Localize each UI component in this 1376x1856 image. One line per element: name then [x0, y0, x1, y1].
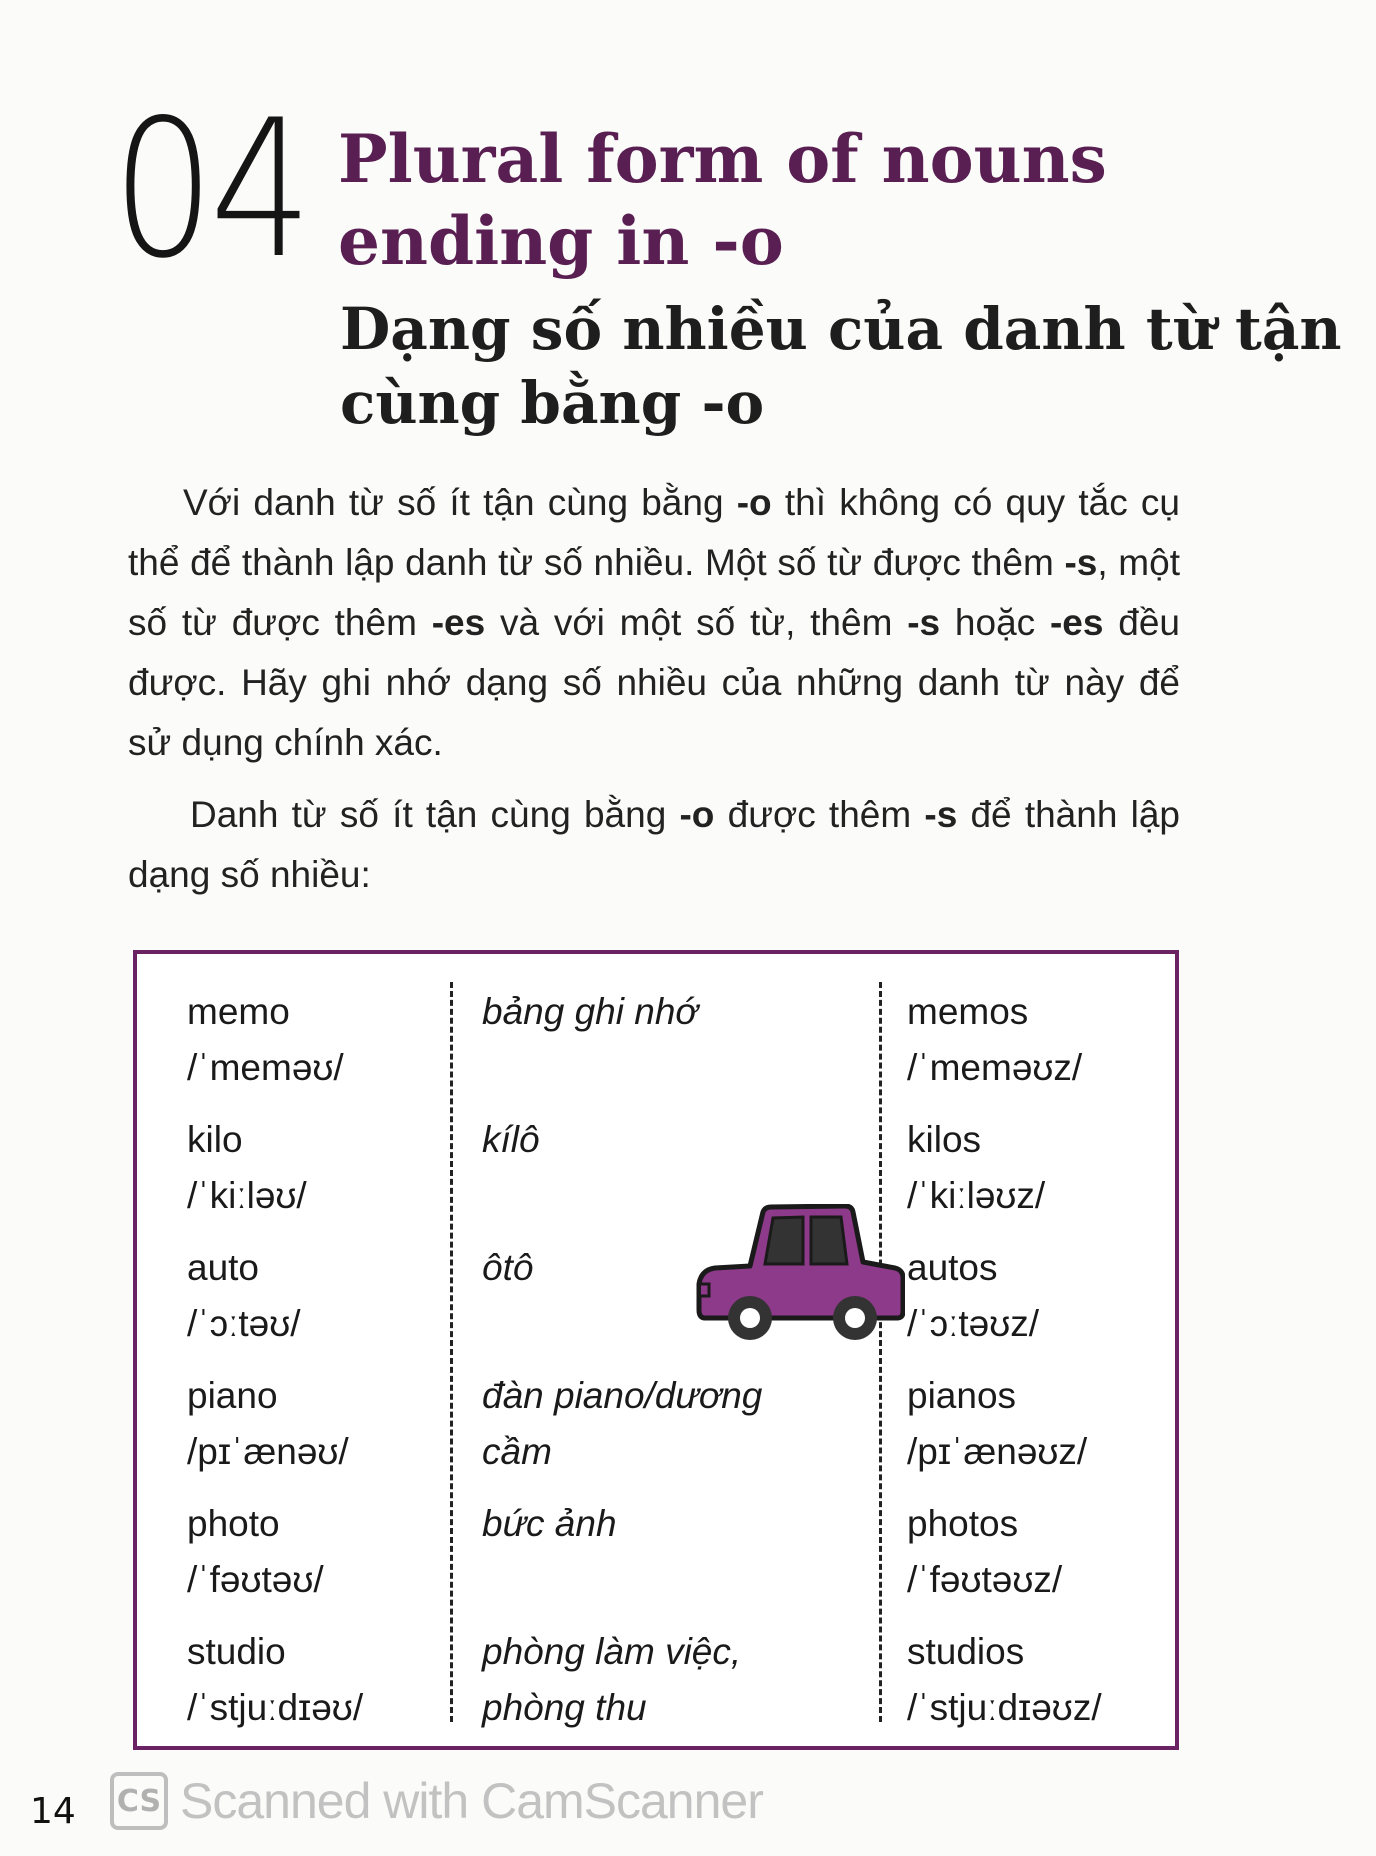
bold-suffix: -o — [679, 794, 715, 835]
word: memo — [187, 991, 290, 1032]
word-ipa: /ˈstjuːdɪəʊ/ — [187, 1687, 364, 1728]
text-run: được thêm — [714, 794, 925, 835]
bold-suffix: -es — [1049, 602, 1104, 643]
meaning-cell — [482, 1240, 533, 1296]
plural-cell — [907, 1368, 1087, 1480]
plural-ipa: /ˈmeməʊz/ — [907, 1047, 1083, 1088]
word: piano — [187, 1375, 278, 1416]
watermark-text: Scanned with CamScanner — [180, 1773, 763, 1829]
plural-cell — [907, 1624, 1102, 1736]
word-cell — [187, 984, 344, 1096]
title-vietnamese — [340, 292, 1342, 440]
meaning: ôtô — [482, 1247, 534, 1288]
plural-word: memos — [907, 991, 1029, 1032]
bold-suffix: -s — [1064, 542, 1098, 583]
bold-suffix: -s — [924, 794, 958, 835]
plural-cell — [907, 1240, 1039, 1352]
plural-word: kilos — [907, 1119, 982, 1160]
plural-word: photos — [907, 1503, 1019, 1544]
word: kilo — [187, 1119, 243, 1160]
word-ipa: /pɪˈænəʊ/ — [187, 1431, 349, 1472]
chapter-number: 04 — [112, 79, 308, 300]
title-english-line: Plural form of nouns — [338, 120, 1107, 198]
text-run: để thành lập dạng số nhiều: — [128, 794, 1180, 895]
page-number: 14 — [30, 1791, 76, 1832]
rule-paragraph — [128, 785, 1180, 905]
word-cell — [187, 1112, 307, 1224]
meaning-cell — [482, 1624, 741, 1736]
title-vietnamese-line: cùng bằng -o — [340, 369, 765, 437]
meaning: đàn piano/dương — [482, 1375, 763, 1416]
vocabulary-table — [133, 950, 1179, 1750]
word-ipa: /ˈkiːləʊ/ — [187, 1175, 307, 1216]
title-vietnamese-line: Dạng số nhiều của danh từ tận — [340, 295, 1342, 363]
meaning-cell — [482, 1368, 762, 1480]
text-run: và với một số từ, thêm — [485, 602, 908, 643]
table-row — [137, 1624, 1175, 1744]
title-english-line: ending in -o — [338, 202, 784, 280]
camscanner-watermark — [110, 1772, 763, 1830]
meaning: kílô — [482, 1119, 540, 1160]
word-cell — [187, 1240, 301, 1352]
meaning: phòng làm việc, — [482, 1631, 742, 1672]
plural-ipa: /ˈstjuːdɪəʊz/ — [907, 1687, 1102, 1728]
table-row — [137, 1112, 1175, 1232]
word-cell — [187, 1368, 349, 1480]
meaning-cell — [482, 1112, 540, 1168]
text-run: Với danh từ số ít tận cùng bằng — [183, 482, 737, 523]
meaning: bảng ghi nhớ — [482, 991, 698, 1032]
plural-ipa: /pɪˈænəʊz/ — [907, 1431, 1088, 1472]
text-run: hoặc — [940, 602, 1050, 643]
word: studio — [187, 1631, 286, 1672]
text-run: , một số từ được thêm — [128, 542, 1180, 643]
word-ipa: /ˈɔːtəʊ/ — [187, 1303, 301, 1344]
intro-paragraph — [128, 473, 1180, 773]
bold-suffix: -es — [431, 602, 486, 643]
word: auto — [187, 1247, 260, 1288]
meaning: phòng thu — [482, 1687, 647, 1728]
table-row — [137, 1240, 1175, 1360]
plural-word: autos — [907, 1247, 998, 1288]
body-text — [128, 473, 1180, 905]
title-english — [338, 118, 1107, 282]
text-run: Danh từ số ít tận cùng bằng — [190, 794, 680, 835]
car-icon — [695, 1204, 905, 1344]
plural-cell — [907, 984, 1082, 1096]
meaning: cầm — [482, 1431, 552, 1472]
table-row — [137, 1496, 1175, 1616]
meaning-cell — [482, 984, 698, 1040]
meaning: bức ảnh — [482, 1503, 617, 1544]
plural-word: pianos — [907, 1375, 1017, 1416]
word-ipa: /ˈfəʊtəʊ/ — [187, 1559, 324, 1600]
word: photo — [187, 1503, 280, 1544]
word-ipa: /ˈmeməʊ/ — [187, 1047, 344, 1088]
plural-ipa: /ˈfəʊtəʊz/ — [907, 1559, 1063, 1600]
text-run: đều được. Hãy ghi nhớ dạng số nhiều của những danh từ này để sử dụng chính xác. — [128, 602, 1180, 763]
plural-cell — [907, 1496, 1062, 1608]
plural-cell — [907, 1112, 1045, 1224]
plural-ipa: /ˈɔːtəʊz/ — [907, 1303, 1040, 1344]
table-row — [137, 984, 1175, 1104]
word-cell — [187, 1624, 363, 1736]
text-run: thì không có quy tắc cụ thể để thành lập danh từ số nhiều. Một số từ được thêm — [128, 482, 1180, 583]
camscanner-logo: CS — [110, 1772, 168, 1830]
bold-suffix: -o — [736, 482, 772, 523]
plural-word: studios — [907, 1631, 1025, 1672]
plural-ipa: /ˈkiːləʊz/ — [907, 1175, 1046, 1216]
bold-suffix: -s — [907, 602, 941, 643]
table-row — [137, 1368, 1175, 1488]
word-cell — [187, 1496, 324, 1608]
meaning-cell — [482, 1496, 617, 1552]
